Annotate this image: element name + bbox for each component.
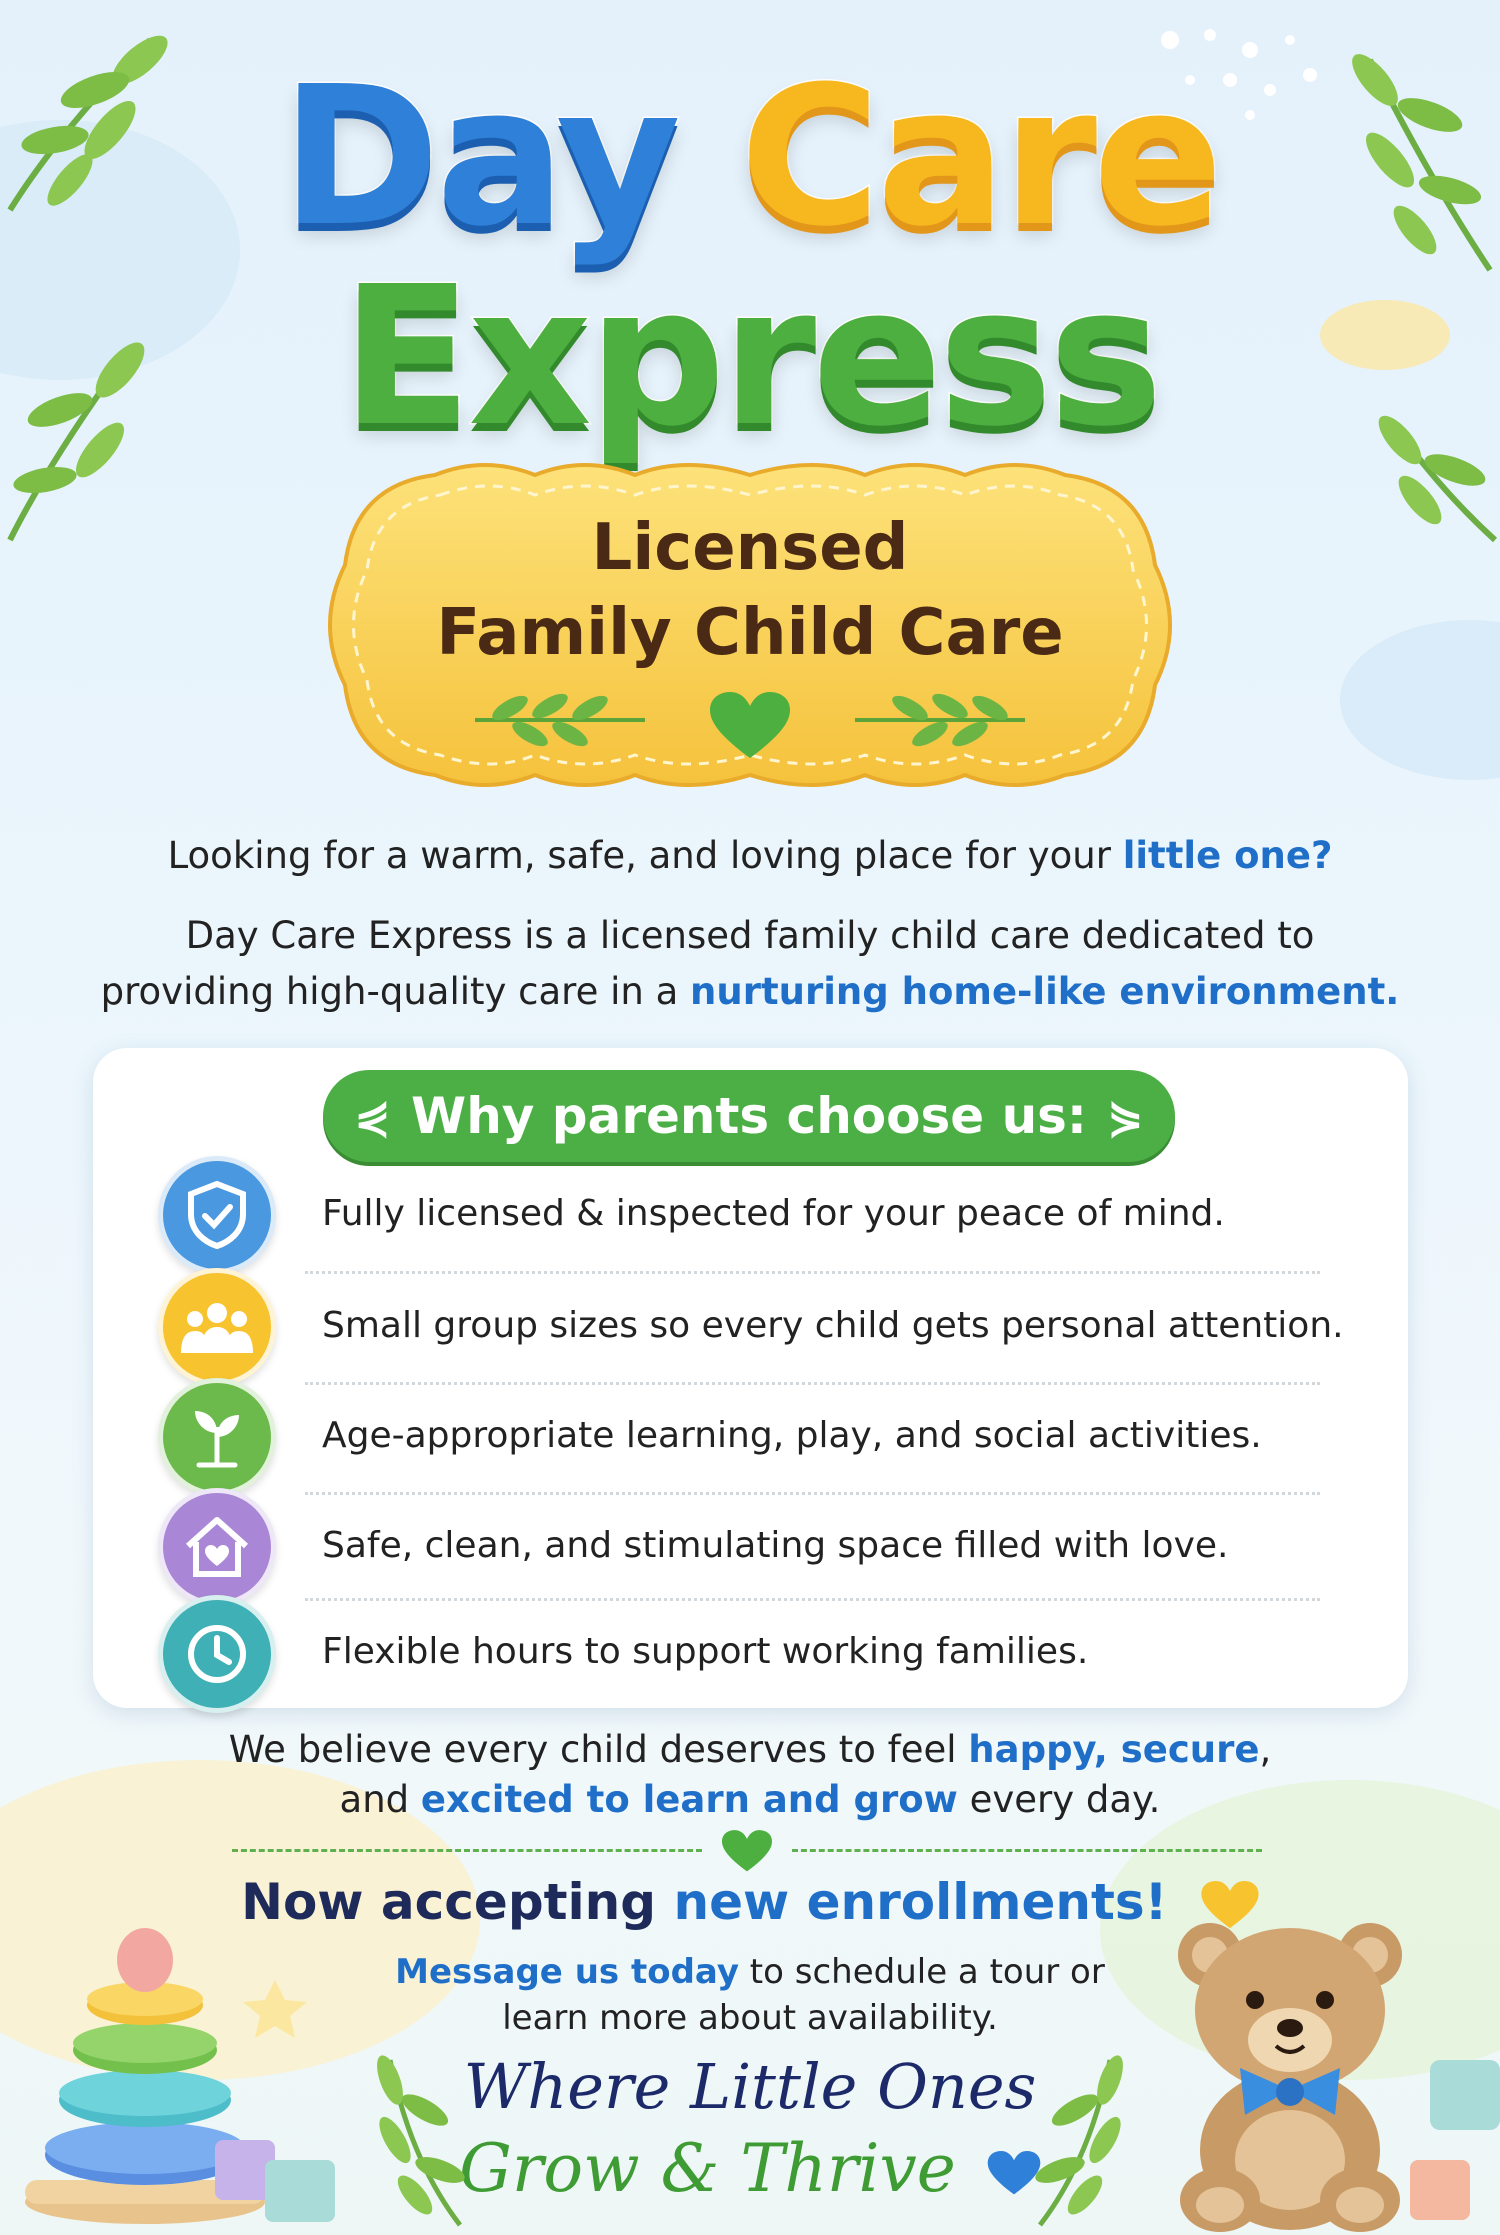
feature-text-flexible-hours: Flexible hours to support working families. [322,1631,1089,1672]
title-line-2 [0,246,1500,469]
group-icon [158,1268,276,1386]
tagline-line-2: Grow & Thrive [0,2130,1500,2207]
why-heading-pill [323,1070,1175,1162]
feature-divider [305,1598,1320,1601]
sparkle-right-icon: ⋟ [1106,1090,1144,1142]
title-word-express: Express [341,246,1159,469]
belief-statement: We believe every child deserves to feel happy, secure, and excited to learn and grow every day. [228,1728,1272,1821]
message-cta: Message us today to schedule a tour or learn more about availability. [395,1952,1105,2038]
why-heading: Why parents choose us: [411,1087,1087,1145]
divider-heart-icon [722,1830,772,1874]
tagline-sprig-left-icon [350,2050,480,2230]
clock-icon [158,1595,276,1713]
feature-divider [305,1271,1320,1274]
feature-text-small-groups: Small group sizes so every child gets personal attention. [322,1305,1344,1346]
house-heart-icon [158,1488,276,1606]
badge-heart-icon [710,692,790,762]
intro-question: Looking for a warm, safe, and loving place for your little one? [167,834,1333,877]
title-word-care: Care [739,46,1220,269]
intro-description: Day Care Express is a licensed family child care dedicated to providing high-quality care in a nurturing home-like environment. [100,914,1400,1013]
feature-text-safe-space: Safe, clean, and stimulating space filled with love. [322,1525,1229,1566]
title-word-day: Day [280,46,677,269]
tagline-sprig-right-icon [1020,2050,1150,2230]
sprout-icon [158,1378,276,1496]
shield-check-icon [158,1156,276,1274]
badge-sprig-right-icon [850,690,1030,750]
enrollment-heading: Now accepting new enrollments! [0,1873,1500,1931]
feature-divider [305,1382,1320,1385]
badge-sprig-left-icon [470,690,650,750]
tagline-line-1: Where Little Ones [463,2050,1037,2123]
feature-text-licensed: Fully licensed & inspected for your peace of mind. [322,1193,1225,1234]
title-line-1 [0,46,1500,269]
teddy-bear-icon [1150,1910,1500,2235]
feature-divider [305,1492,1320,1495]
dashed-divider-right [792,1849,1262,1852]
dashed-divider-left [232,1849,702,1852]
badge-line-family-child-care: Family Child Care [436,596,1064,670]
sparkle-left-icon: ⋞ [354,1090,392,1142]
stacking-rings-toy-icon [15,1910,345,2230]
feature-text-learning: Age-appropriate learning, play, and social activities. [322,1415,1262,1456]
badge-line-licensed: Licensed [591,511,909,585]
